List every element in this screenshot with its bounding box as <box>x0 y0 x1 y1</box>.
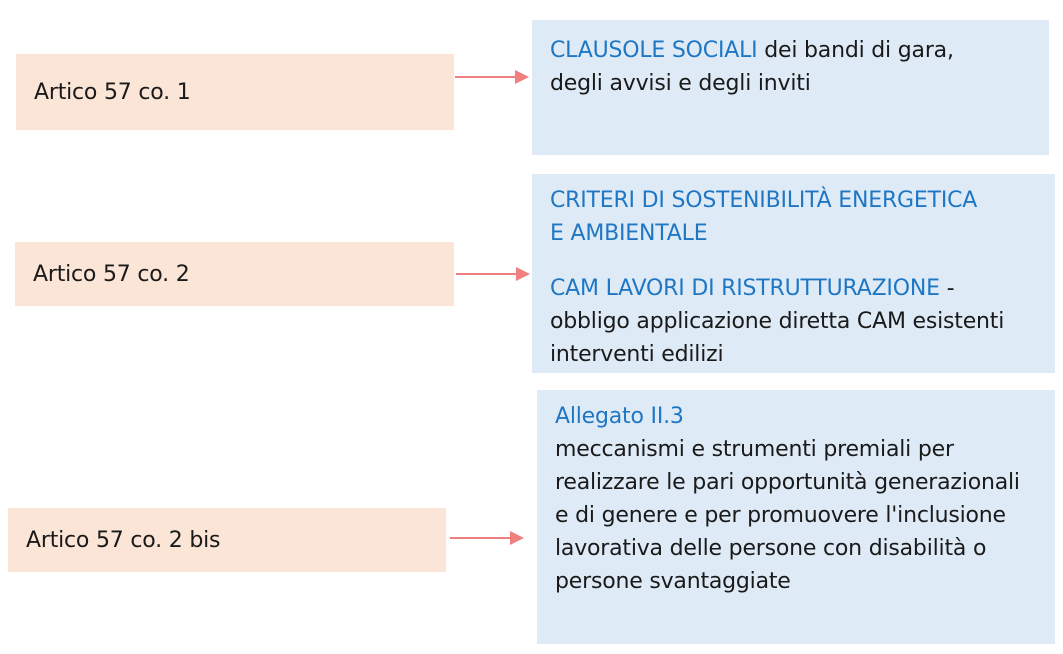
target-body-line-5: persone svantaggiate <box>555 569 791 594</box>
arrow-connector-2 <box>456 266 536 286</box>
target-body-line: degli avvisi e degli inviti <box>550 71 811 96</box>
source-label: Artico 57 co. 2 <box>33 261 190 287</box>
target-body-line-3: e di genere e per promuovere l'inclusione <box>555 503 1006 528</box>
target-heading-suffix: dei bandi di gara, <box>757 38 954 63</box>
target-box-allegato-ii-3 <box>537 390 1055 644</box>
source-label: Artico 57 co. 1 <box>34 79 191 105</box>
target-heading-line-1: CRITERI DI SOSTENIBILITÀ ENERGETICA <box>550 188 978 213</box>
arrow-connector-3 <box>450 530 530 550</box>
source-box-articolo-57-co-2-bis <box>8 508 446 572</box>
source-label: Artico 57 co. 2 bis <box>26 527 221 553</box>
target-body-line-1: meccanismi e strumenti premiali per <box>555 437 954 462</box>
source-box-articolo-57-co-1 <box>16 54 454 130</box>
target-body-line-2: interventi edilizi <box>550 342 724 367</box>
target-body-line-4: lavorativa delle persone con disabilità o <box>555 536 987 561</box>
target-box-clausole-sociali <box>532 20 1049 155</box>
target-heading: CLAUSOLE SOCIALI <box>550 38 758 63</box>
target-heading: Allegato II.3 <box>555 404 684 429</box>
target-body-line-2: realizzare le pari opportunità generazionali <box>555 470 1020 495</box>
target-box-criteri-sostenibilita <box>532 174 1055 373</box>
source-box-articolo-57-co-2 <box>15 242 454 306</box>
target-subheading: CAM LAVORI DI RISTRUTTURAZIONE <box>550 276 940 301</box>
target-subheading-suffix: - <box>939 276 955 301</box>
target-subheading-line <box>550 272 1055 305</box>
arrow-connector-1 <box>455 69 535 89</box>
target-body-line-1: obbligo applicazione diretta CAM esistenti <box>550 309 1005 334</box>
target-heading-line-2: E AMBIENTALE <box>550 221 708 246</box>
target-heading-line <box>550 34 1049 67</box>
